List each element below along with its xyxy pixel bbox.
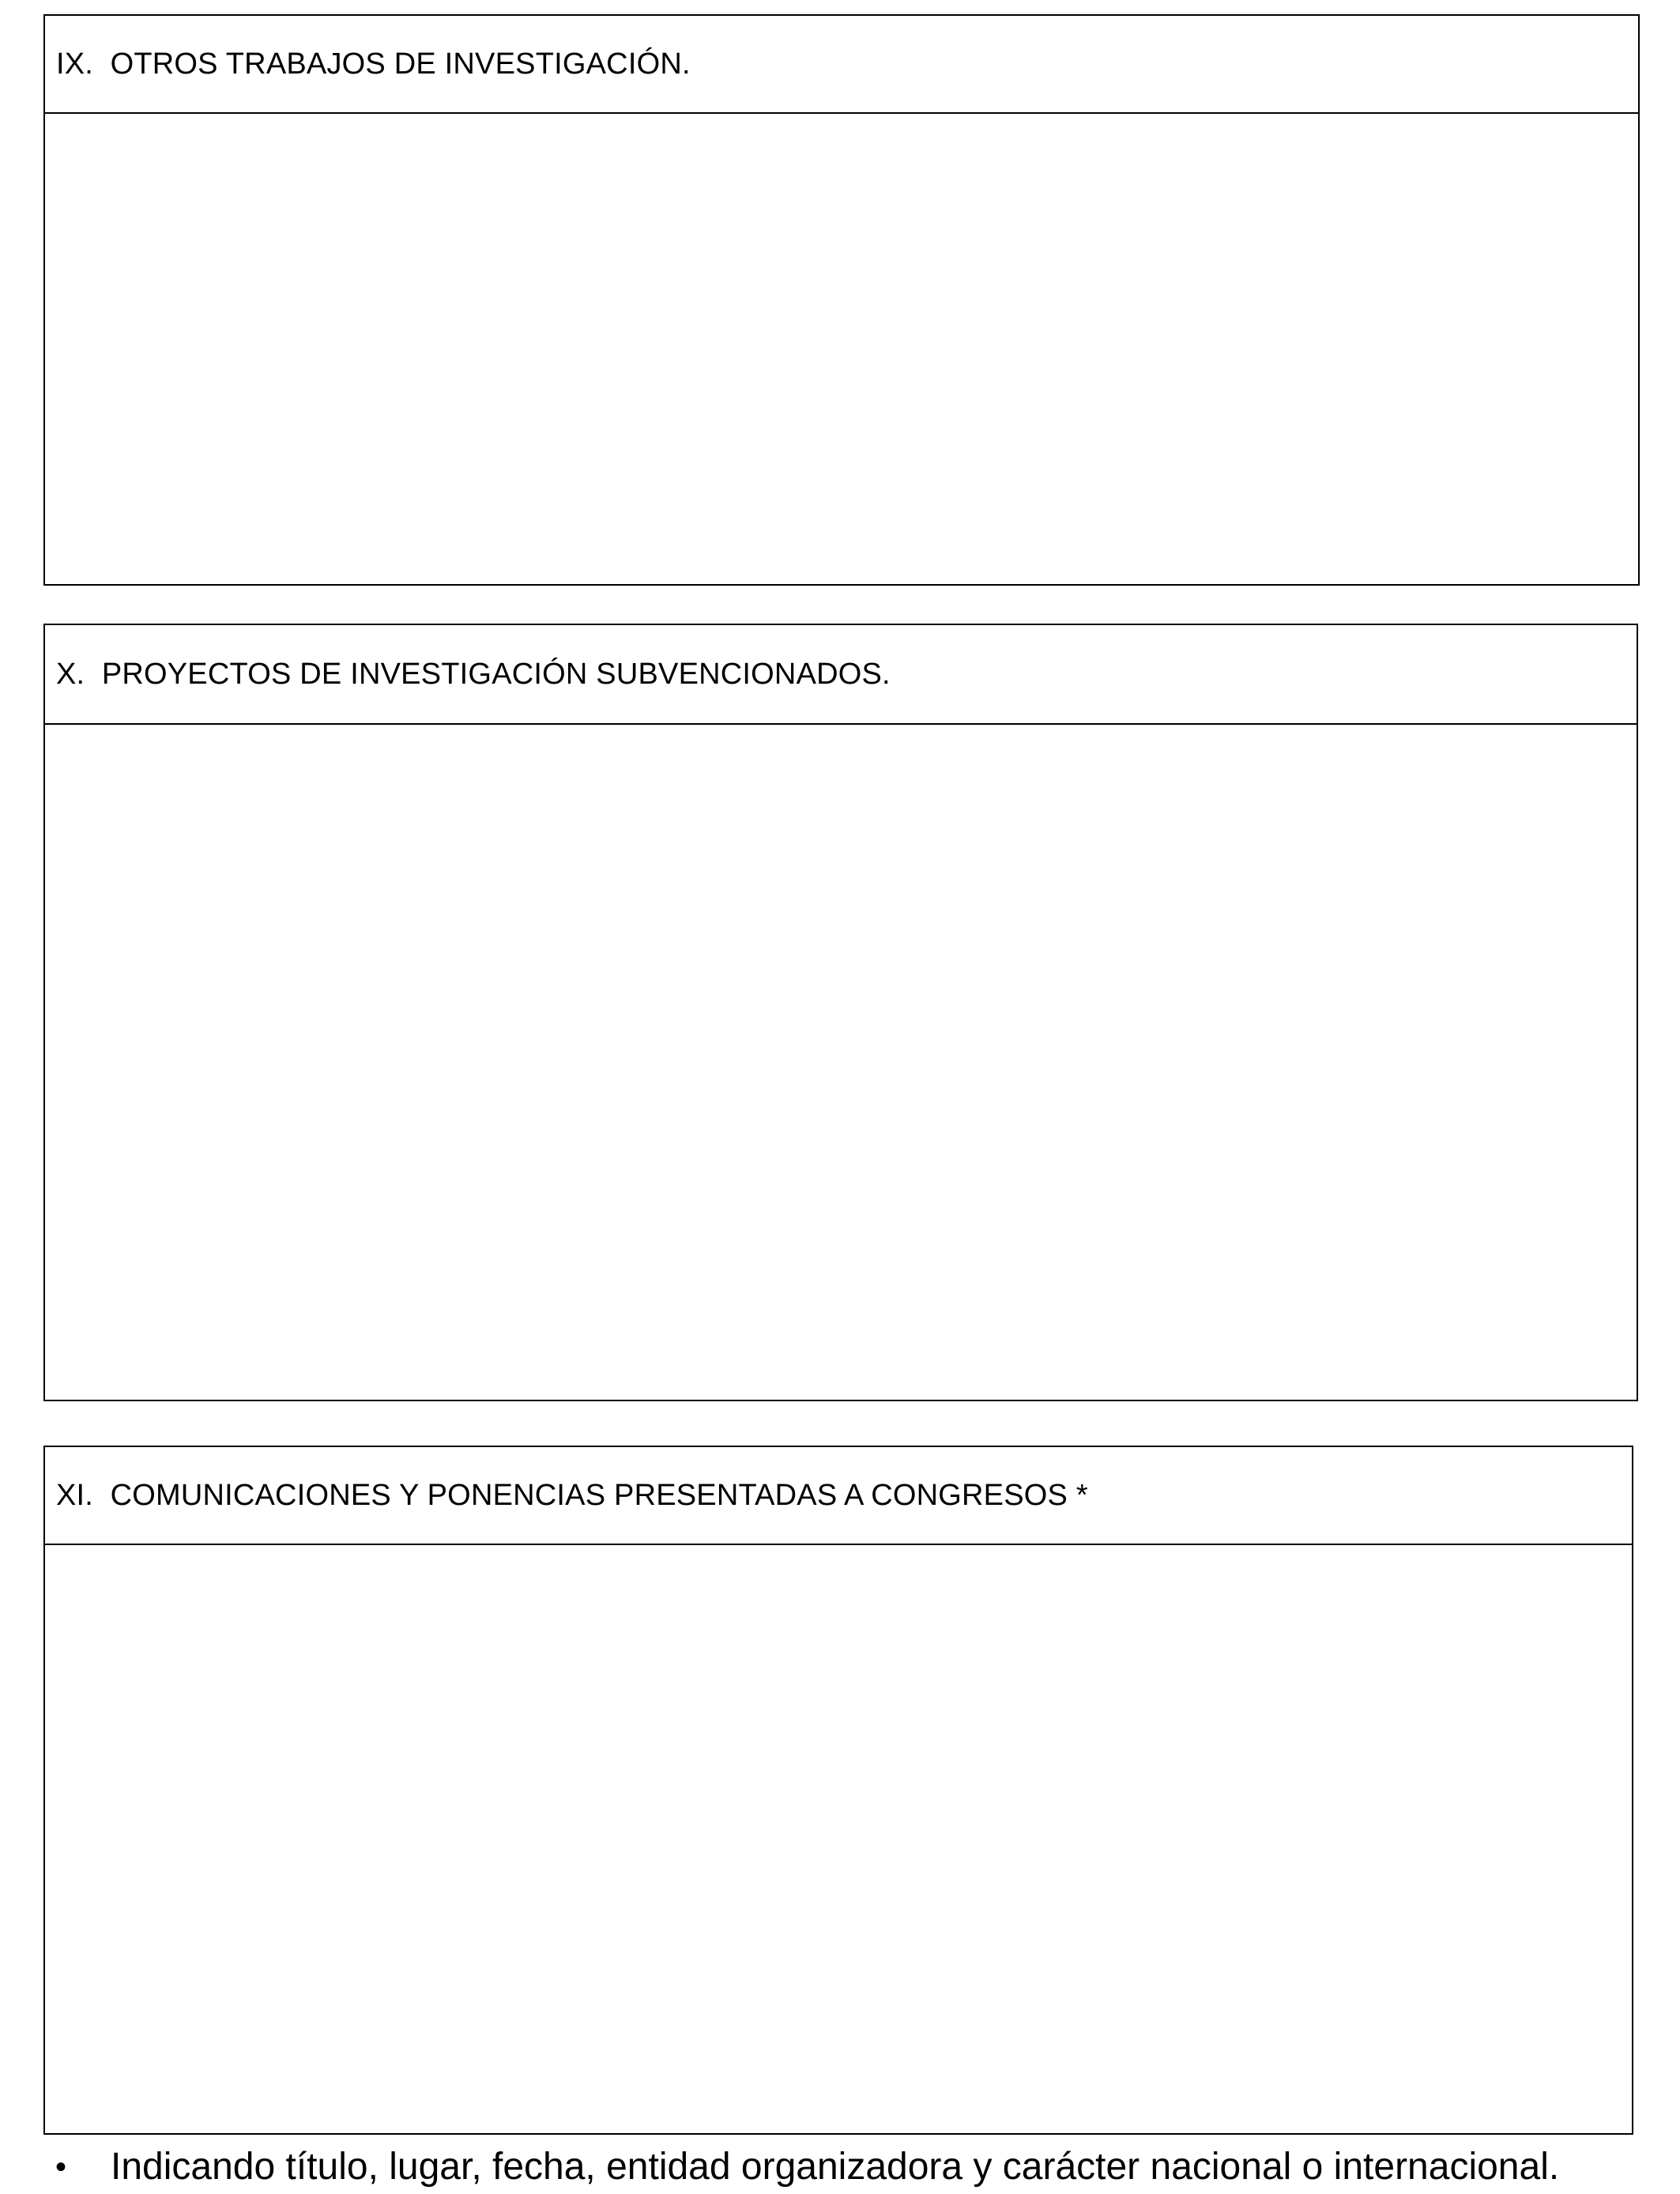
footnote — [47, 2143, 1667, 2191]
footnote-text: Indicando título, lugar, fecha, entidad organizadora y carácter nacional o internacional. — [111, 2146, 1560, 2188]
section-body-input-area[interactable] — [45, 1545, 1632, 2133]
section-title: X. PROYECTOS DE INVESTIGACIÓN SUBVENCIONADOS. — [56, 658, 891, 691]
section-title: IX. OTROS TRABAJOS DE INVESTIGACIÓN. — [56, 47, 691, 81]
section-body-input-area[interactable] — [45, 725, 1637, 1400]
section-header — [45, 16, 1638, 114]
section-comunicaciones-congresos — [43, 1446, 1633, 2135]
section-proyectos-subvencionados — [43, 624, 1638, 1401]
section-body-input-area[interactable] — [45, 114, 1638, 584]
section-header — [45, 625, 1637, 725]
section-otros-trabajos — [43, 14, 1640, 586]
bullet-icon: • — [55, 2150, 67, 2185]
section-header — [45, 1447, 1632, 1545]
section-title: XI. COMUNICACIONES Y PONENCIAS PRESENTADAS A CONGRESOS * — [56, 1479, 1088, 1512]
